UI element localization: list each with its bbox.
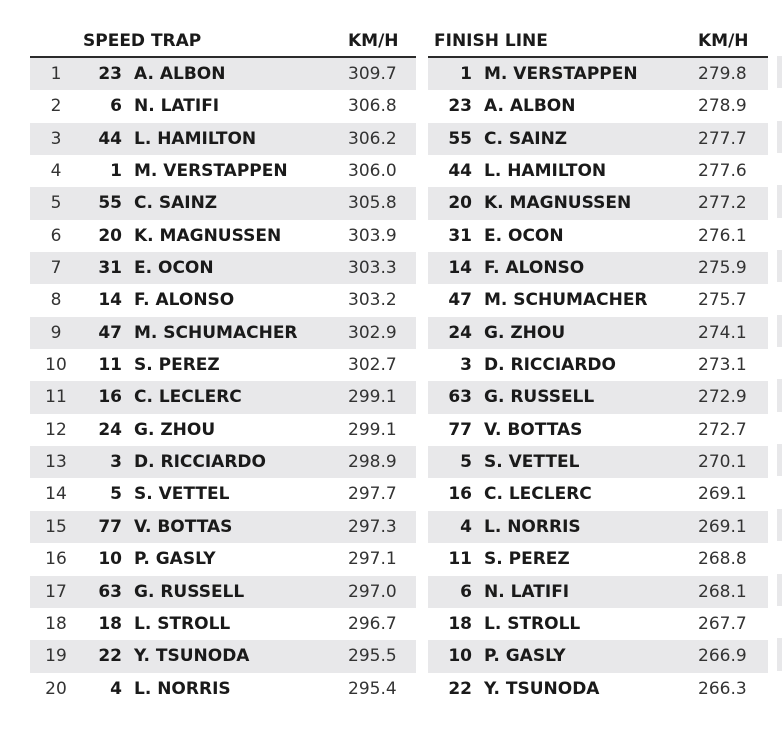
car-number-cell: 77 — [98, 516, 122, 537]
driver-name-cell: G. ZHOU — [134, 419, 216, 440]
table-row — [30, 90, 416, 122]
driver-name-cell: L. HAMILTON — [484, 161, 607, 182]
car-number-cell: 16 — [448, 484, 472, 505]
table-row — [30, 252, 416, 284]
speed-cell: 299.1 — [348, 387, 397, 408]
speed-cell: 267.7 — [698, 613, 747, 634]
car-number-cell: 44 — [98, 128, 122, 149]
table-row — [428, 252, 768, 284]
table-row — [428, 414, 768, 446]
driver-name-cell: D. RICCIARDO — [484, 355, 616, 376]
edge-row — [777, 88, 782, 120]
speed-cell: 306.2 — [348, 128, 397, 149]
driver-name-cell: P. GASLY — [134, 549, 216, 570]
speed-cell: 295.5 — [348, 646, 397, 667]
speed-cell: 297.0 — [348, 581, 397, 602]
edge-row — [777, 218, 782, 250]
speed-cell: 274.1 — [698, 322, 747, 343]
position-cell: 16 — [45, 549, 67, 570]
car-number-cell: 77 — [448, 419, 472, 440]
car-number-cell: 18 — [98, 613, 122, 634]
position-cell: 4 — [50, 161, 62, 182]
speed-cell: 303.2 — [348, 290, 397, 311]
car-number-cell: 6 — [110, 96, 122, 117]
table-row — [428, 349, 768, 381]
table-row — [30, 58, 416, 90]
car-number-cell: 47 — [98, 322, 122, 343]
car-number-cell: 5 — [460, 452, 472, 473]
car-number-cell: 24 — [98, 419, 122, 440]
car-number-cell: 11 — [98, 355, 122, 376]
position-cell: 8 — [50, 290, 62, 311]
table-row — [30, 414, 416, 446]
table-row — [428, 673, 768, 705]
speed-cell: 268.8 — [698, 549, 747, 570]
car-number-cell: 14 — [98, 290, 122, 311]
car-number-cell: 44 — [448, 161, 472, 182]
table-row — [30, 478, 416, 510]
table-row — [428, 543, 768, 575]
table-row — [30, 576, 416, 608]
driver-name-cell: C. LECLERC — [484, 484, 592, 505]
position-cell: 2 — [50, 96, 62, 117]
position-cell: 5 — [50, 193, 62, 214]
speed-cell: 277.2 — [698, 193, 747, 214]
driver-name-cell: M. VERSTAPPEN — [134, 161, 288, 182]
speed-trap-title: SPEED TRAP — [83, 31, 202, 51]
speed-cell: 297.7 — [348, 484, 397, 505]
position-cell: 19 — [45, 646, 67, 667]
driver-name-cell: F. ALONSO — [134, 290, 235, 311]
position-cell: 18 — [45, 613, 67, 634]
driver-name-cell: Y. TSUNODA — [484, 678, 600, 699]
speed-cell: 266.9 — [698, 646, 747, 667]
car-number-cell: 5 — [110, 484, 122, 505]
table-row — [428, 123, 768, 155]
car-number-cell: 63 — [448, 387, 472, 408]
car-number-cell: 3 — [110, 452, 122, 473]
speed-trap-rows — [30, 58, 416, 705]
driver-name-cell: V. BOTTAS — [134, 516, 233, 537]
speed-cell: 269.1 — [698, 516, 747, 537]
driver-name-cell: M. VERSTAPPEN — [484, 64, 638, 84]
speed-cell: 275.9 — [698, 258, 747, 279]
car-number-cell: 22 — [98, 646, 122, 667]
driver-name-cell: A. ALBON — [134, 64, 226, 84]
table-row — [30, 220, 416, 252]
table-row — [428, 155, 768, 187]
position-cell: 20 — [45, 678, 67, 699]
position-cell: 6 — [50, 225, 62, 246]
table-row — [30, 381, 416, 413]
car-number-cell: 20 — [98, 225, 122, 246]
table-row — [428, 511, 768, 543]
edge-row — [777, 574, 782, 606]
driver-name-cell: G. RUSSELL — [484, 387, 595, 408]
driver-name-cell: C. SAINZ — [484, 128, 568, 149]
position-cell: 9 — [50, 322, 62, 343]
table-row — [428, 478, 768, 510]
speed-cell: 266.3 — [698, 678, 747, 699]
driver-name-cell: D. RICCIARDO — [134, 452, 266, 473]
finish-line-title: FINISH LINE — [434, 31, 548, 51]
table-row — [428, 446, 768, 478]
speed-cell: 303.9 — [348, 225, 397, 246]
table-row — [30, 349, 416, 381]
driver-name-cell: L. NORRIS — [134, 678, 231, 699]
car-number-cell: 31 — [98, 258, 122, 279]
driver-name-cell: C. SAINZ — [134, 193, 218, 214]
finish-line-header — [428, 30, 768, 58]
edge-row — [777, 606, 782, 638]
table-row — [428, 576, 768, 608]
car-number-cell: 4 — [460, 516, 472, 537]
driver-name-cell: F. ALONSO — [484, 258, 585, 279]
position-cell: 17 — [45, 581, 67, 602]
table-row — [428, 640, 768, 672]
driver-name-cell: K. MAGNUSSEN — [484, 193, 632, 214]
speed-cell: 298.9 — [348, 452, 397, 473]
edge-row — [777, 250, 782, 282]
edge-row — [777, 56, 782, 88]
speed-cell: 273.1 — [698, 355, 747, 376]
table-row — [30, 187, 416, 219]
position-cell: 12 — [45, 419, 67, 440]
table-row — [30, 543, 416, 575]
driver-name-cell: M. SCHUMACHER — [134, 322, 298, 343]
edge-row — [777, 444, 782, 476]
driver-name-cell: S. VETTEL — [134, 484, 230, 505]
position-cell: 14 — [45, 484, 67, 505]
finish-line-rows — [428, 58, 768, 705]
position-cell: 7 — [50, 258, 62, 279]
car-number-cell: 24 — [448, 322, 472, 343]
table-row — [30, 446, 416, 478]
speed-cell: 302.9 — [348, 322, 397, 343]
driver-name-cell: N. LATIFI — [134, 96, 220, 117]
driver-name-cell: L. STROLL — [484, 613, 581, 634]
table-row — [30, 673, 416, 705]
edge-row — [777, 379, 782, 411]
driver-name-cell: S. PEREZ — [134, 355, 220, 376]
edge-row — [777, 476, 782, 508]
edge-row — [777, 153, 782, 185]
speed-cell: 295.4 — [348, 678, 397, 699]
car-number-cell: 1 — [110, 161, 122, 182]
speed-cell: 276.1 — [698, 225, 747, 246]
position-cell: 11 — [45, 387, 67, 408]
driver-name-cell: C. LECLERC — [134, 387, 242, 408]
car-number-cell: 6 — [460, 581, 472, 602]
table-row — [428, 284, 768, 316]
speed-cell: 306.0 — [348, 161, 397, 182]
driver-name-cell: S. VETTEL — [484, 452, 580, 473]
position-cell: 3 — [50, 128, 62, 149]
table-row — [428, 90, 768, 122]
position-cell: 15 — [45, 516, 67, 537]
finish-line-unit-header: KM/H — [698, 31, 749, 51]
driver-name-cell: G. RUSSELL — [134, 581, 245, 602]
car-number-cell: 22 — [448, 678, 472, 699]
car-number-cell: 4 — [110, 678, 122, 699]
driver-name-cell: P. GASLY — [484, 646, 566, 667]
car-number-cell: 10 — [448, 646, 472, 667]
driver-name-cell: K. MAGNUSSEN — [134, 225, 282, 246]
table-row — [30, 317, 416, 349]
edge-row — [777, 412, 782, 444]
speed-cell: 277.6 — [698, 161, 747, 182]
speed-cell: 270.1 — [698, 452, 747, 473]
driver-name-cell: A. ALBON — [484, 96, 576, 117]
table-row — [30, 155, 416, 187]
table-row — [428, 381, 768, 413]
car-number-cell: 31 — [448, 225, 472, 246]
edge-row — [777, 121, 782, 153]
driver-name-cell: G. ZHOU — [484, 322, 566, 343]
car-number-cell: 55 — [98, 193, 122, 214]
speed-cell: 296.7 — [348, 613, 397, 634]
table-row — [428, 58, 768, 90]
table-row — [428, 608, 768, 640]
table-row — [428, 317, 768, 349]
speed-cell: 269.1 — [698, 484, 747, 505]
table-row — [30, 640, 416, 672]
speed-cell: 279.8 — [698, 64, 747, 84]
driver-name-cell: E. OCON — [134, 258, 214, 279]
edge-row — [777, 638, 782, 670]
speed-cell: 272.7 — [698, 419, 747, 440]
driver-name-cell: N. LATIFI — [484, 581, 570, 602]
car-number-cell: 23 — [448, 96, 472, 117]
car-number-cell: 10 — [98, 549, 122, 570]
speed-cell: 268.1 — [698, 581, 747, 602]
driver-name-cell: M. SCHUMACHER — [484, 290, 648, 311]
speed-cell: 302.7 — [348, 355, 397, 376]
edge-row — [777, 671, 782, 703]
car-number-cell: 1 — [460, 64, 472, 84]
driver-name-cell: V. BOTTAS — [484, 419, 583, 440]
driver-name-cell: Y. TSUNODA — [134, 646, 250, 667]
car-number-cell: 23 — [98, 64, 122, 84]
table-row — [30, 284, 416, 316]
car-number-cell: 3 — [460, 355, 472, 376]
driver-name-cell: L. STROLL — [134, 613, 231, 634]
speed-cell: 272.9 — [698, 387, 747, 408]
speed-cell: 303.3 — [348, 258, 397, 279]
car-number-cell: 18 — [448, 613, 472, 634]
speed-cell: 278.9 — [698, 96, 747, 117]
table-row — [428, 220, 768, 252]
car-number-cell: 55 — [448, 128, 472, 149]
next-table-edge — [777, 56, 782, 716]
table-row — [30, 511, 416, 543]
speed-cell: 299.1 — [348, 419, 397, 440]
car-number-cell: 11 — [448, 549, 472, 570]
speed-trap-table — [30, 30, 416, 705]
speed-cell: 306.8 — [348, 96, 397, 117]
speed-trap-header — [30, 30, 416, 58]
car-number-cell: 63 — [98, 581, 122, 602]
speed-cell: 297.1 — [348, 549, 397, 570]
speed-cell: 309.7 — [348, 64, 397, 84]
edge-row — [777, 347, 782, 379]
speed-cell: 305.8 — [348, 193, 397, 214]
table-row — [428, 187, 768, 219]
edge-row — [777, 509, 782, 541]
driver-name-cell: E. OCON — [484, 225, 564, 246]
driver-name-cell: L. HAMILTON — [134, 128, 257, 149]
driver-name-cell: S. PEREZ — [484, 549, 570, 570]
car-number-cell: 20 — [448, 193, 472, 214]
edge-row — [777, 185, 782, 217]
car-number-cell: 14 — [448, 258, 472, 279]
car-number-cell: 47 — [448, 290, 472, 311]
speed-trap-unit-header: KM/H — [348, 31, 399, 51]
speed-cell: 277.7 — [698, 128, 747, 149]
table-row — [30, 123, 416, 155]
table-row — [30, 608, 416, 640]
finish-line-table — [428, 30, 768, 705]
position-cell: 10 — [45, 355, 67, 376]
speed-cell: 297.3 — [348, 516, 397, 537]
speed-cell: 275.7 — [698, 290, 747, 311]
driver-name-cell: L. NORRIS — [484, 516, 581, 537]
edge-row — [777, 541, 782, 573]
car-number-cell: 16 — [98, 387, 122, 408]
position-cell: 1 — [50, 64, 62, 84]
edge-row — [777, 315, 782, 347]
edge-row — [777, 282, 782, 314]
position-cell: 13 — [45, 452, 67, 473]
